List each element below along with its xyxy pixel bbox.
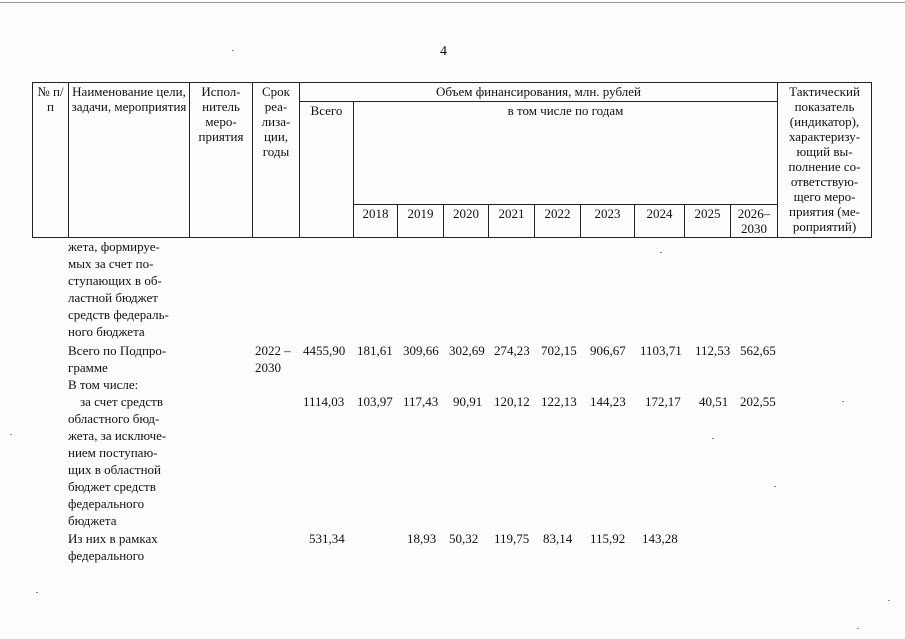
page-number: 4 [440,44,447,59]
header-year: 2023 [581,205,635,238]
scan-speck [774,486,776,487]
value-2020: 90,91 [453,394,483,409]
header-year: 2020 [444,205,489,238]
header-year: 2021 [489,205,535,238]
header-num: № п/п [33,83,69,238]
value-total: 4455,90 [303,343,346,358]
row-name: жета, формируе- мых за счет по- ступающих в об- ластной бюджет средств федераль- ного бюджета [68,239,169,339]
value-2019: 18,93 [407,531,437,546]
header-year: 2018 [354,205,398,238]
value-2021: 119,75 [494,531,530,546]
value-2019: 309,66 [403,343,439,358]
value-2024: 1103,71 [640,343,682,358]
value-2022: 702,15 [541,343,577,358]
scan-speck [712,438,714,439]
value-2022: 122,13 [541,394,577,409]
row-term: 2022 – 2030 [255,343,291,375]
value-2025: 112,53 [695,343,731,358]
header-name: Наименование цели, задачи, мероприятия [69,83,190,238]
header-year: 2026–2030 [731,205,778,238]
value-2021: 120,12 [494,394,530,409]
row-name: В том числе: [68,377,139,392]
value-2018: 103,97 [357,394,393,409]
scan-speck [842,401,844,402]
value-2022: 83,14 [543,531,573,546]
header-year: 2025 [685,205,731,238]
value-2026-2030: 562,65 [740,343,776,358]
header-financing: Объем финансирования, млн. рублей [300,83,778,102]
header-executor: Испол-нитель меро-приятия [190,83,253,238]
top-border-line [0,2,905,3]
row-name: Всего по Подпро- грамме [68,343,167,375]
header-total: Всего [300,102,354,238]
value-2024: 143,28 [642,531,678,546]
value-2023: 906,67 [590,343,626,358]
scan-speck [36,592,38,593]
value-2021: 274,23 [494,343,530,358]
value-2023: 144,23 [590,394,626,409]
header-term: Срок реа-лиза-ции, годы [253,83,300,238]
header-year: 2019 [398,205,444,238]
value-2018: 181,61 [357,343,393,358]
value-total: 1114,03 [303,394,345,409]
value-total: 531,34 [309,531,345,546]
scan-speck [660,252,662,253]
scan-speck [857,628,859,629]
row-name: областного бюд- жета, за исключе- нием поступаю- щих в областной бюджет средств федерального бюджета [68,411,167,528]
header-year: 2022 [535,205,581,238]
row-name: Из них в рамках федерального [68,531,158,563]
value-2019: 117,43 [403,394,439,409]
value-2024: 172,17 [645,394,681,409]
row-name: за счет средств [80,394,163,409]
scan-speck [888,600,890,601]
header-year: 2024 [635,205,685,238]
header-table [32,82,872,238]
scan-speck [232,50,234,51]
value-2020: 50,32 [449,531,479,546]
header-by-years: в том числе по годам [354,102,778,205]
value-2026-2030: 202,55 [740,394,776,409]
value-2025: 40,51 [699,394,729,409]
scan-speck [10,434,12,435]
value-2023: 115,92 [590,531,626,546]
value-2020: 302,69 [449,343,485,358]
header-indicator: Тактический показатель (индикатор), характеризу-ющий вы-полнение со-ответствую-щего меро-приятия (ме-роприятий) [778,83,872,238]
